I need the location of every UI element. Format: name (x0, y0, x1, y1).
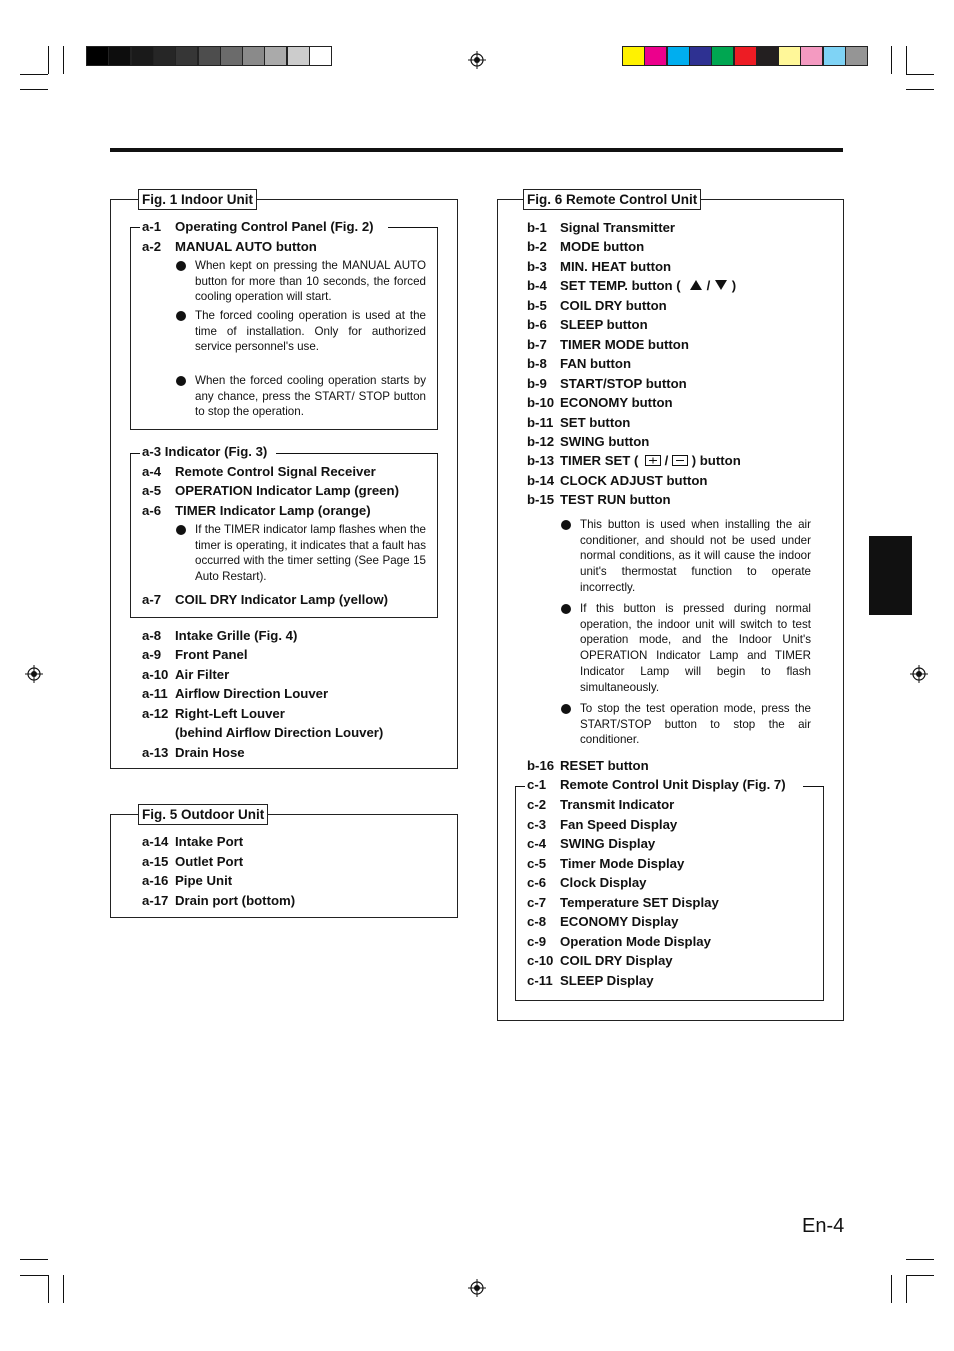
fig1-item-a2: a-2 MANUAL AUTO button (142, 239, 317, 254)
fig6-item-c1: c-1 Remote Control Unit Display (Fig. 7) (527, 777, 786, 792)
fig5-item-a15: a-15 Outlet Port (142, 854, 244, 869)
gray-swatch (287, 46, 310, 66)
fig6-item-c5: c-5 Timer Mode Display (527, 855, 685, 871)
fig1-item-a4: a-4 Remote Control Signal Receiver (142, 464, 376, 479)
color-swatch (689, 46, 712, 66)
fig6-item-c2: c-2 Transmit Indicator (527, 797, 675, 812)
color-swatch (800, 46, 823, 66)
fig6-item-b9: b-9 START/STOP button (527, 376, 687, 391)
color-swatch (845, 46, 868, 66)
fig6-item-c6: c-6 Clock Display (527, 875, 647, 890)
fig6-item-c11: c-11 SLEEP Display (527, 972, 654, 988)
gray-swatch (198, 46, 221, 66)
bullet-icon (561, 704, 571, 714)
fig6-item-b1: b-1 Signal Transmitter (527, 220, 676, 235)
color-swatch (667, 46, 690, 66)
fig1-item-a3: a-3 Indicator (Fig. 3) (142, 444, 268, 459)
fig6-item-b14: b-14 CLOCK ADJUST button (527, 473, 708, 488)
fig6-item-c7: c-7 Temperature SET Display (527, 894, 719, 910)
registration-crosshair-icon (25, 665, 43, 683)
fig6-item-c9: c-9 Operation Mode Display (527, 933, 711, 949)
color-swatch (734, 46, 757, 66)
fig6-item-b5: b-5 COIL DRY button (527, 298, 667, 313)
b4-arrows: / ) (689, 278, 736, 294)
fig5-title: Fig. 5 Outdoor Unit (138, 804, 268, 825)
fig6-item-b11: b-11 SET button (527, 415, 631, 430)
bullet-icon (176, 261, 186, 271)
fig6-item-b13: b-13 TIMER SET ( (527, 453, 639, 468)
gray-swatch (220, 46, 243, 66)
registration-crosshair-icon (468, 1279, 486, 1297)
a6-note: If the TIMER indicator lamp flashes when the timer is operating, it indicates that a fault has occurred with the timer setting (See Page 15 Auto Restart). (195, 523, 426, 584)
color-swatch (711, 46, 734, 66)
bullet-icon (561, 604, 571, 614)
minus-button-icon (672, 455, 688, 466)
fig6-item-b2: b-2 MODE button (527, 239, 645, 254)
plus-button-icon (645, 455, 661, 466)
gray-swatch (309, 46, 332, 66)
b15-note-2: If this button is pressed during normal operation, the indoor unit will switch to test operation mode, and the Indoor Unit's OPERATION Indicator Lamp and TIMER Indicator Lamp will begin to flash simultaneously. (580, 602, 811, 694)
bullet-icon (176, 376, 186, 386)
fig5-item-a16: a-16 Pipe Unit (142, 873, 233, 888)
fig1-item-a6: a-6 TIMER Indicator Lamp (orange) (142, 503, 371, 518)
fig6-item-b15: b-15 TEST RUN button (527, 492, 671, 507)
fig1-item-a12-cont: (behind Airflow Direction Louver) (175, 725, 384, 740)
triangle-up-icon (689, 279, 703, 291)
gray-swatch (175, 46, 198, 66)
fig6-item-b3: b-3 MIN. HEAT button (527, 259, 672, 274)
fig1-item-a11: a-11 Airflow Direction Louver (142, 686, 329, 701)
bullet-icon (561, 520, 571, 530)
page-number: En-4 (802, 1215, 845, 1237)
fig1-item-a1: a-1 Operating Control Panel (Fig. 2) (142, 219, 374, 234)
fig1-item-a13: a-13 Drain Hose (142, 745, 245, 760)
fig6-item-c8: c-8 ECONOMY Display (527, 914, 679, 929)
fig6-item-c10: c-10 COIL DRY Display (527, 953, 673, 968)
fig6-item-b7: b-7 TIMER MODE button (527, 337, 689, 352)
fig6-item-c3: c-3 Fan Speed Display (527, 816, 678, 832)
fig1-title: Fig. 1 Indoor Unit (138, 189, 257, 210)
fig5-item-a17: a-17 Drain port (bottom) (142, 893, 296, 908)
gray-swatch (264, 46, 287, 66)
gray-swatch (153, 46, 176, 66)
color-swatch (823, 46, 846, 66)
color-swatch (778, 46, 801, 66)
fig6-item-b4: b-4 SET TEMP. button ( (527, 278, 681, 293)
color-swatch (644, 46, 667, 66)
header-rule (110, 148, 843, 152)
gray-swatch (108, 46, 131, 66)
registration-crosshair-icon (910, 665, 928, 683)
gray-swatch (86, 46, 109, 66)
bullet-icon (176, 311, 186, 321)
fig6-item-b10: b-10 ECONOMY button (527, 395, 673, 410)
color-swatch (756, 46, 779, 66)
fig6-title: Fig. 6 Remote Control Unit (523, 189, 701, 210)
section-tab (869, 536, 912, 615)
fig1-item-a10: a-10 Air Filter (142, 667, 230, 682)
a2-note-1: When kept on pressing the MANUAL AUTO button for more than 10 seconds, the forced cooling operation will start. (195, 259, 426, 304)
b15-note-3: To stop the test operation mode, press the START/STOP button to stop the air conditioner. (580, 702, 811, 747)
b15-note-1: This button is used when installing the air conditioner, and should not be used under normal conditions, as it will cause the indoor unit's thermostat function to operate incorrectly. (580, 518, 811, 594)
color-swatch (622, 46, 645, 66)
fig1-item-a8: a-8 Intake Grille (Fig. 4) (142, 628, 298, 643)
fig1-item-a7: a-7 COIL DRY Indicator Lamp (yellow) (142, 592, 388, 607)
fig6-item-b12: b-12 SWING button (527, 434, 650, 449)
triangle-down-icon (714, 279, 728, 291)
bullet-icon (176, 525, 186, 535)
fig1-item-a5: a-5 OPERATION Indicator Lamp (green) (142, 483, 399, 498)
fig5-item-a14: a-14 Intake Port (142, 834, 244, 849)
b13-buttons: / ) button (645, 453, 741, 469)
fig6-item-b6: b-6 SLEEP button (527, 317, 648, 332)
gray-swatch (242, 46, 265, 66)
registration-crosshair-icon (468, 51, 486, 69)
fig1-item-a12: a-12 Right-Left Louver (142, 706, 285, 721)
a2-note-2: The forced cooling operation is used at the time of installation. Only for authorized service personnel's use. (195, 309, 426, 354)
fig6-item-c4: c-4 SWING Display (527, 836, 656, 851)
a2-note-3: When the forced cooling operation starts by any chance, press the START/ STOP button to stop the operation. (195, 374, 426, 419)
gray-swatch (131, 46, 154, 66)
fig1-item-a9: a-9 Front Panel (142, 647, 248, 662)
fig6-item-b8: b-8 FAN button (527, 356, 632, 371)
fig6-item-b16: b-16 RESET button (527, 758, 649, 773)
